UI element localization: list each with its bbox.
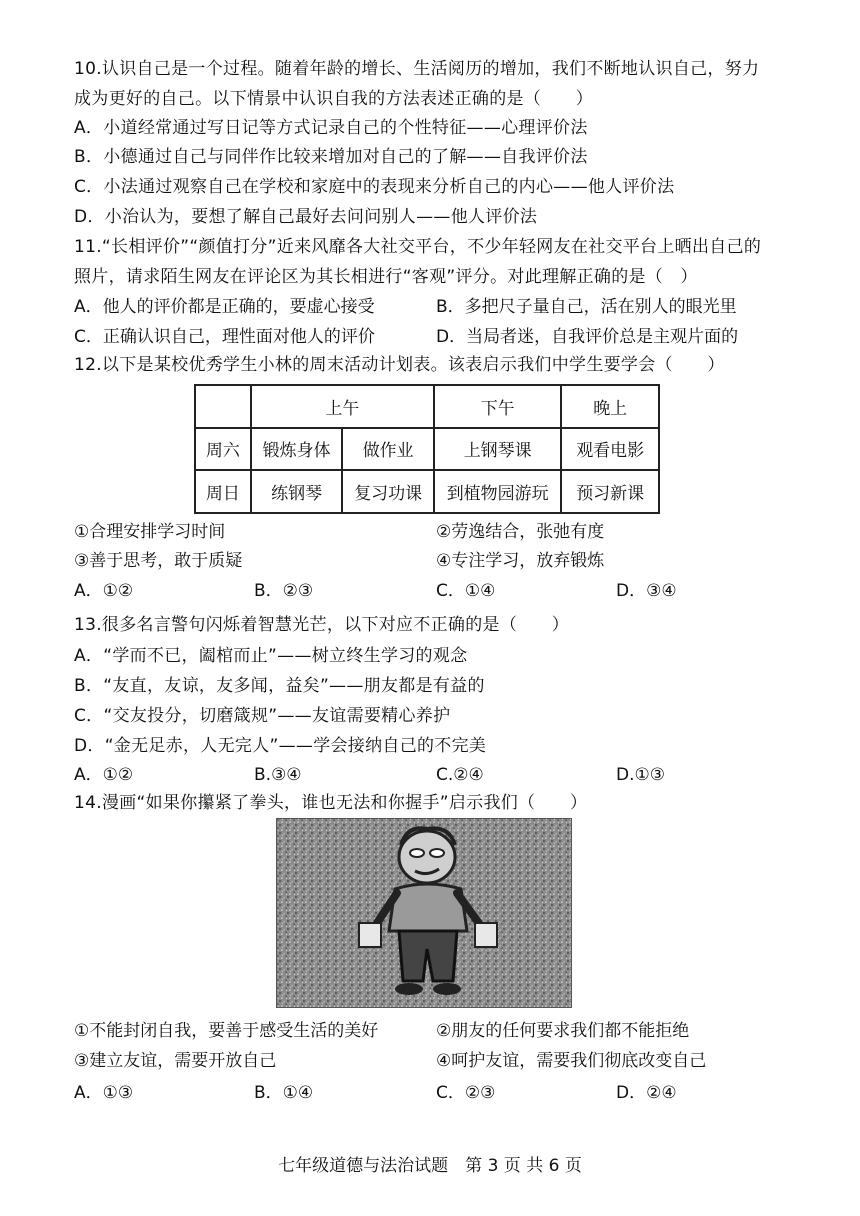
q14-choice-c: C．②③ [436, 1083, 496, 1103]
q12-choices [74, 576, 794, 606]
table-cell: 复习功课 [342, 470, 434, 513]
table-header-afternoon: 下午 [434, 385, 561, 428]
weekend-schedule-table [194, 384, 660, 514]
cartoon-boy-image [277, 819, 571, 1007]
q10-option-d: D．小治认为，要想了解自己最好去问问别人——他人评价法 [74, 207, 538, 227]
q11-option-a: A．他人的评价都是正确的，要虚心接受 [74, 297, 375, 317]
q14-statement-4: ④呵护友谊，需要我们彻底改变自己 [436, 1051, 707, 1071]
q12-choice-a: A．①② [74, 581, 134, 601]
q10-stem-line2: 成为更好的自己。以下情景中认识自我的方法表述正确的是（ ） [74, 89, 593, 109]
table-row [195, 470, 659, 513]
table-header-corner [195, 385, 251, 428]
q14-statement-1: ①不能封闭自我，要善于感受生活的美好 [74, 1021, 379, 1041]
table-row [195, 428, 659, 471]
table-cell: 观看电影 [561, 428, 659, 471]
q13-option-a: A．“学而不已，阖棺而止”——树立终生学习的观念 [74, 646, 468, 666]
page-footer: 七年级道德与法治试题 第 3 页 共 6 页 [278, 1156, 582, 1176]
q12-choice-b: B．②③ [254, 581, 314, 601]
table-cell: 做作业 [342, 428, 434, 471]
q12-statement-3: ③善于思考，敢于质疑 [74, 551, 243, 571]
q13-option-c: C．“交友投分，切磨箴规”——友谊需要精心养护 [74, 706, 451, 726]
q14-statements-row2 [74, 1046, 794, 1076]
q13-choice-b: B.③④ [254, 765, 302, 785]
q11-stem-line2: 照片，请求陌生网友在评论区为其长相进行“客观”评分。对此理解正确的是（ ） [74, 267, 698, 287]
table-cell: 上钢琴课 [434, 428, 561, 471]
q11-options-row1 [74, 292, 794, 322]
q14-choice-d: D．②④ [616, 1083, 677, 1103]
table-cell: 练钢琴 [251, 470, 343, 513]
q10-option-c: C．小法通过观察自己在学校和家庭中的表现来分析自己的内心——他人评价法 [74, 177, 675, 197]
q11-option-d: D．当局者迷，自我评价总是主观片面的 [436, 327, 739, 347]
q12-choice-d: D．③④ [616, 581, 677, 601]
q13-stem: 13.很多名言警句闪烁着智慧光芒，以下对应不正确的是（ ） [74, 615, 570, 635]
q14-statement-3: ③建立友谊，需要开放自己 [74, 1051, 277, 1071]
q10-stem-line1: 10.认识自己是一个过程。随着年龄的增长、生活阅历的增加，我们不断地认识自己，努力 [74, 59, 760, 79]
q10-option-b: B．小德通过自己与同伴作比较来增加对自己的了解——自我评价法 [74, 147, 588, 167]
q10-option-a: A．小道经常通过写日记等方式记录自己的个性特征——心理评价法 [74, 118, 588, 138]
table-cell: 预习新课 [561, 470, 659, 513]
q11-stem-line1: 11.“长相评价”“颜值打分”近来风靡各大社交平台，不少年轻网友在社交平台上晒出自己的 [74, 237, 762, 257]
q14-choice-b: B．①④ [254, 1083, 314, 1103]
q13-choice-a: A．①② [74, 765, 134, 785]
q11-options-row2 [74, 322, 794, 352]
q12-statement-4: ④专注学习，放弃锻炼 [436, 551, 605, 571]
q13-option-d: D．“金无足赤，人无完人”——学会接纳自己的不完美 [74, 736, 487, 756]
q14-stem: 14.漫画“如果你攥紧了拳头，谁也无法和你握手”启示我们（ ） [74, 793, 588, 813]
table-cell: 锻炼身体 [251, 428, 343, 471]
q12-statement-1: ①合理安排学习时间 [74, 522, 226, 542]
q14-statements-row1 [74, 1016, 794, 1046]
q13-option-b: B．“友直，友谅，友多闻，益矣”——朋友都是有益的 [74, 676, 485, 696]
q13-choice-c: C.②④ [436, 765, 484, 785]
q13-choice-d: D.①③ [616, 765, 665, 785]
table-header-evening: 晚上 [561, 385, 659, 428]
table-header-row [195, 385, 659, 428]
q12-choice-c: C．①④ [436, 581, 496, 601]
q12-statement-2: ②劳逸结合，张弛有度 [436, 522, 605, 542]
q14-choice-a: A．①③ [74, 1083, 134, 1103]
q11-option-c: C．正确认识自己，理性面对他人的评价 [74, 327, 375, 347]
q12-statements-row2 [74, 546, 794, 576]
q14-choices [74, 1078, 794, 1108]
table-cell: 周日 [195, 470, 251, 513]
q13-choices [74, 760, 794, 790]
table-cell: 到植物园游玩 [434, 470, 561, 513]
q11-option-b: B．多把尺子量自己，活在别人的眼光里 [436, 297, 737, 317]
table-cell: 周六 [195, 428, 251, 471]
table-header-morning: 上午 [251, 385, 434, 428]
q12-stem: 12.以下是某校优秀学生小林的周末活动计划表。该表启示我们中学生要学会（ ） [74, 355, 725, 375]
q12-statements-row1 [74, 517, 794, 547]
clenched-fist-cartoon [276, 818, 572, 1008]
q14-statement-2: ②朋友的任何要求我们都不能拒绝 [436, 1021, 690, 1041]
